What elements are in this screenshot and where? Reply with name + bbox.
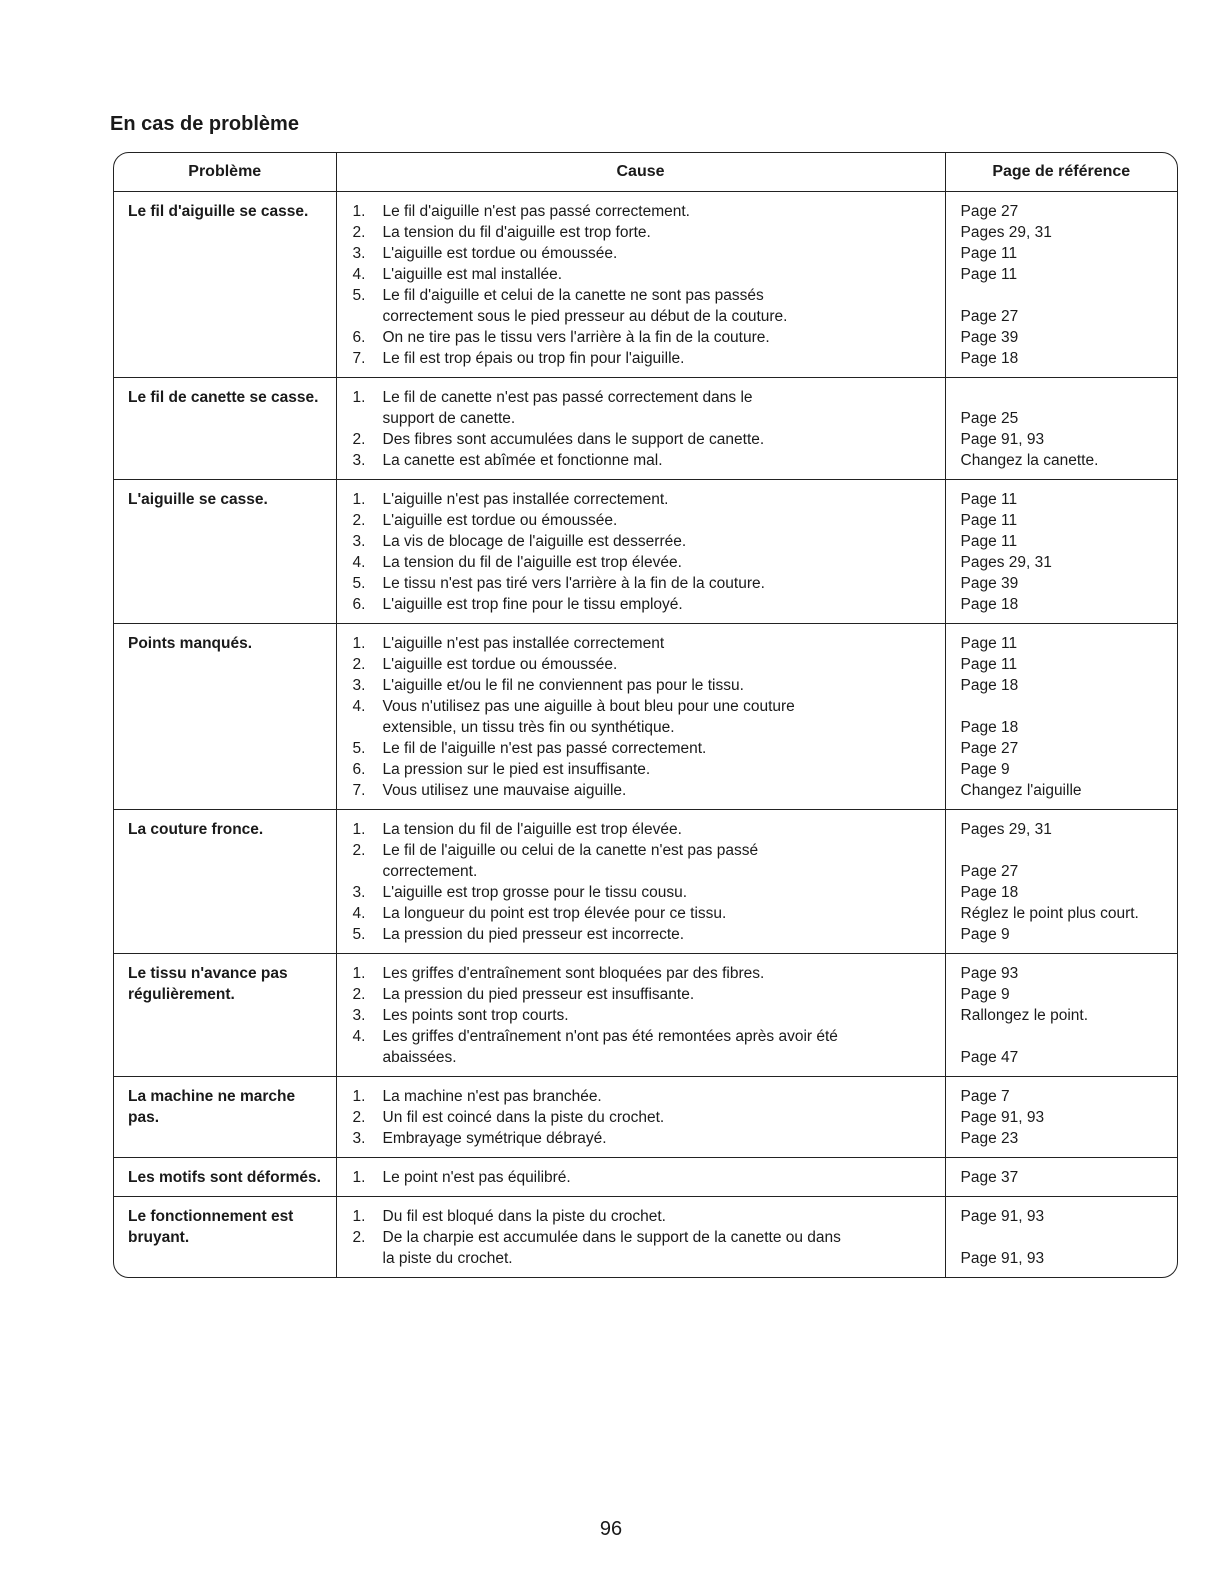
- cause-text: Le fil de l'aiguille ou celui de la canette n'est pas passé: [382, 842, 759, 859]
- cause-number: 1.: [352, 389, 366, 406]
- reference-item: Page 18: [960, 350, 1019, 367]
- header-cause: Cause: [336, 153, 945, 192]
- cause-item: [353, 573, 937, 594]
- reference-item: [961, 840, 1170, 861]
- cause-number: 2.: [352, 842, 366, 859]
- cause-cell: [336, 480, 945, 624]
- cause-item: [353, 1128, 937, 1149]
- cause-number: 5.: [352, 575, 366, 592]
- reference-cell: [945, 192, 1177, 378]
- cause-number: 2.: [352, 224, 366, 241]
- cause-number: [353, 1047, 383, 1068]
- cause-number: 2.: [352, 1109, 366, 1126]
- problem-cell: Points manqués.: [114, 624, 336, 810]
- cause-item: [353, 531, 937, 552]
- cause-text: Un fil est coincé dans la piste du crochet.: [382, 1109, 665, 1126]
- cause-item: [353, 633, 937, 654]
- cause-text: La pression du pied presseur est incorrecte.: [382, 926, 685, 943]
- cause-text: Les griffes d'entraînement sont bloquées par des fibres.: [382, 965, 765, 982]
- cause-text: correctement.: [382, 863, 478, 880]
- table-row: [114, 480, 1177, 624]
- cause-number: 1.: [352, 1169, 366, 1186]
- cause-number: 4.: [352, 905, 366, 922]
- cause-item: [353, 759, 937, 780]
- cause-text: La machine n'est pas branchée.: [382, 1088, 602, 1105]
- cause-item: [353, 306, 937, 327]
- cause-text: Des fibres sont accumulées dans le support de canette.: [382, 431, 765, 448]
- cause-text: Vous n'utilisez pas une aiguille à bout bleu pour une couture: [382, 698, 795, 715]
- reference-item: Page 18: [960, 596, 1019, 613]
- reference-item: Rallongez le point.: [960, 1007, 1089, 1024]
- table-row: [114, 1158, 1177, 1197]
- reference-cell: [945, 1197, 1177, 1278]
- cause-text: L'aiguille est tordue ou émoussée.: [382, 512, 618, 529]
- reference-item: Page 18: [960, 719, 1019, 736]
- cause-item: [353, 510, 937, 531]
- cause-number: 6.: [352, 596, 366, 613]
- cause-text: L'aiguille est trop grosse pour le tissu cousu.: [382, 884, 688, 901]
- cause-item: [353, 327, 937, 348]
- reference-item: Page 91, 93: [960, 431, 1045, 448]
- cause-text: Le tissu n'est pas tiré vers l'arrière à la fin de la couture.: [382, 575, 765, 592]
- reference-cell: [945, 1158, 1177, 1197]
- cause-text: Embrayage symétrique débrayé.: [382, 1130, 607, 1147]
- cause-item: [353, 963, 937, 984]
- cause-number: 1.: [352, 1208, 366, 1225]
- cause-number: 2.: [352, 986, 366, 1003]
- table-row: [114, 1077, 1177, 1158]
- cause-item: [353, 594, 937, 615]
- cause-text: Vous utilisez une mauvaise aiguille.: [382, 782, 627, 799]
- cause-item: [353, 1248, 937, 1269]
- reference-item: Page 27: [960, 203, 1019, 220]
- problem-cell: La machine ne marche pas.: [114, 1077, 336, 1158]
- reference-item: Page 27: [960, 863, 1019, 880]
- page-title: En cas de problème: [110, 113, 299, 135]
- table-row: [114, 810, 1177, 954]
- reference-item: Page 7: [960, 1088, 1010, 1105]
- cause-item: [353, 1005, 937, 1026]
- cause-text: Le fil d'aiguille n'est pas passé correctement.: [382, 203, 690, 220]
- reference-item: [961, 696, 1170, 717]
- cause-item: [353, 489, 937, 510]
- cause-text: L'aiguille et/ou le fil ne conviennent pas pour le tissu.: [382, 677, 744, 694]
- cause-cell: [336, 1197, 945, 1278]
- cause-text: Le fil de l'aiguille n'est pas passé correctement.: [382, 740, 707, 757]
- cause-number: 7.: [352, 782, 366, 799]
- reference-item: Page 37: [960, 1169, 1019, 1186]
- cause-item: [353, 222, 937, 243]
- cause-item: [353, 819, 937, 840]
- cause-item: [353, 1047, 937, 1068]
- reference-item: Réglez le point plus court.: [960, 905, 1139, 922]
- cause-number: 1.: [352, 821, 366, 838]
- cause-number: 1.: [352, 965, 366, 982]
- problem-cell: Le fil de canette se casse.: [114, 378, 336, 480]
- cause-cell: [336, 624, 945, 810]
- cause-cell: [336, 1077, 945, 1158]
- reference-item: Page 27: [960, 740, 1019, 757]
- cause-number: 4.: [352, 266, 366, 283]
- reference-item: [961, 285, 1170, 306]
- cause-text: extensible, un tissu très fin ou synthétique.: [382, 719, 675, 736]
- reference-item: Pages 29, 31: [960, 554, 1052, 571]
- cause-number: 3.: [352, 1130, 366, 1147]
- cause-text: Du fil est bloqué dans la piste du crochet.: [382, 1208, 666, 1225]
- cause-text: L'aiguille est trop fine pour le tissu employé.: [382, 596, 683, 613]
- reference-item: Page 11: [960, 491, 1018, 508]
- cause-item: [353, 348, 937, 369]
- table-row: [114, 954, 1177, 1077]
- problem-cell: Le tissu n'avance pas régulièrement.: [114, 954, 336, 1077]
- troubleshooting-table: [113, 152, 1178, 1278]
- table-row: [114, 1197, 1177, 1278]
- cause-text: Le fil de canette n'est pas passé correctement dans le: [382, 389, 753, 406]
- cause-item: [353, 840, 937, 861]
- cause-number: 5.: [352, 926, 366, 943]
- cause-number: 2.: [352, 431, 366, 448]
- cause-number: 2.: [352, 512, 366, 529]
- reference-item: Page 11: [960, 656, 1018, 673]
- cause-text: L'aiguille est mal installée.: [382, 266, 563, 283]
- cause-text: La pression sur le pied est insuffisante.: [382, 761, 651, 778]
- cause-number: 5.: [352, 287, 366, 304]
- problem-cell: La couture fronce.: [114, 810, 336, 954]
- cause-number: 5.: [352, 740, 366, 757]
- problem-cell: L'aiguille se casse.: [114, 480, 336, 624]
- cause-item: [353, 1167, 937, 1188]
- page-number: 96: [599, 1518, 623, 1540]
- cause-cell: [336, 1158, 945, 1197]
- reference-item: Page 18: [960, 677, 1019, 694]
- reference-item: Changez l'aiguille: [960, 782, 1082, 799]
- cause-item: [353, 1227, 937, 1248]
- cause-number: 6.: [352, 761, 366, 778]
- cause-item: [353, 450, 937, 471]
- cause-text: L'aiguille n'est pas installée correctement.: [382, 491, 669, 508]
- cause-cell: [336, 378, 945, 480]
- cause-number: 3.: [352, 245, 366, 262]
- cause-item: [353, 984, 937, 1005]
- reference-item: [961, 1227, 1170, 1248]
- cause-cell: [336, 954, 945, 1077]
- cause-number: 3.: [352, 1007, 366, 1024]
- cause-item: [353, 408, 937, 429]
- cause-item: [353, 1206, 937, 1227]
- reference-item: Page 9: [960, 926, 1010, 943]
- cause-item: [353, 264, 937, 285]
- table-row: [114, 624, 1177, 810]
- cause-cell: [336, 810, 945, 954]
- cause-text: La canette est abîmée et fonctionne mal.: [382, 452, 663, 469]
- cause-number: 4.: [352, 554, 366, 571]
- cause-text: Le fil est trop épais ou trop fin pour l'aiguille.: [382, 350, 685, 367]
- table-header-row: [114, 153, 1177, 192]
- cause-text: La tension du fil d'aiguille est trop forte.: [382, 224, 651, 241]
- reference-cell: [945, 378, 1177, 480]
- table-row: [114, 378, 1177, 480]
- cause-item: [353, 1086, 937, 1107]
- cause-number: 7.: [352, 350, 366, 367]
- cause-item: [353, 924, 937, 945]
- reference-item: Page 27: [960, 308, 1019, 325]
- cause-number: [353, 306, 383, 327]
- cause-text: La tension du fil de l'aiguille est trop élevée.: [382, 554, 682, 571]
- reference-cell: [945, 810, 1177, 954]
- cause-text: Le point n'est pas équilibré.: [382, 1169, 571, 1186]
- cause-number: 1.: [352, 203, 366, 220]
- reference-item: Page 23: [960, 1130, 1019, 1147]
- cause-item: [353, 882, 937, 903]
- reference-item: Page 18: [960, 884, 1019, 901]
- problem-cell: Le fonctionnement est bruyant.: [114, 1197, 336, 1278]
- reference-cell: [945, 1077, 1177, 1158]
- header-problem: Problème: [114, 153, 336, 192]
- cause-text: La pression du pied presseur est insuffisante.: [382, 986, 695, 1003]
- reference-item: Page 39: [960, 575, 1019, 592]
- cause-number: [353, 861, 383, 882]
- cause-item: [353, 201, 937, 222]
- cause-number: [353, 717, 383, 738]
- cause-item: [353, 1107, 937, 1128]
- cause-item: [353, 903, 937, 924]
- reference-item: Page 47: [960, 1049, 1019, 1066]
- reference-item: Page 39: [960, 329, 1019, 346]
- cause-number: 2.: [352, 1229, 366, 1246]
- cause-number: 4.: [352, 1028, 366, 1045]
- cause-number: 6.: [352, 329, 366, 346]
- cause-text: abaissées.: [382, 1049, 457, 1066]
- reference-item: Page 9: [960, 761, 1010, 778]
- cause-item: [353, 243, 937, 264]
- reference-cell: [945, 480, 1177, 624]
- cause-text: Les points sont trop courts.: [382, 1007, 569, 1024]
- cause-number: 1.: [352, 491, 366, 508]
- cause-text: De la charpie est accumulée dans le support de la canette ou dans: [382, 1229, 841, 1246]
- reference-item: Page 11: [960, 635, 1018, 652]
- cause-number: 1.: [352, 1088, 366, 1105]
- reference-item: Page 93: [960, 965, 1019, 982]
- reference-item: Page 91, 93: [960, 1109, 1045, 1126]
- cause-item: [353, 738, 937, 759]
- reference-item: Page 11: [960, 512, 1018, 529]
- cause-item: [353, 717, 937, 738]
- reference-item: Pages 29, 31: [960, 224, 1052, 241]
- header-reference: Page de référence: [945, 153, 1177, 192]
- cause-item: [353, 285, 937, 306]
- cause-number: 4.: [352, 698, 366, 715]
- reference-item: Page 11: [960, 266, 1018, 283]
- cause-item: [353, 780, 937, 801]
- reference-item: Page 25: [960, 410, 1019, 427]
- problem-cell: Les motifs sont déformés.: [114, 1158, 336, 1197]
- cause-text: Les griffes d'entraînement n'ont pas été remontées après avoir été: [382, 1028, 838, 1045]
- cause-number: 3.: [352, 884, 366, 901]
- reference-item: Changez la canette.: [960, 452, 1099, 469]
- reference-cell: [945, 954, 1177, 1077]
- cause-cell: [336, 192, 945, 378]
- cause-number: 2.: [352, 656, 366, 673]
- cause-text: Le fil d'aiguille et celui de la canette ne sont pas passés: [382, 287, 764, 304]
- cause-text: La longueur du point est trop élevée pour ce tissu.: [382, 905, 727, 922]
- reference-item: Page 91, 93: [960, 1208, 1045, 1225]
- cause-text: la piste du crochet.: [382, 1250, 513, 1267]
- problem-cell: Le fil d'aiguille se casse.: [128, 203, 309, 220]
- reference-cell: [945, 624, 1177, 810]
- cause-number: 3.: [352, 677, 366, 694]
- cause-number: 3.: [352, 452, 366, 469]
- cause-text: L'aiguille n'est pas installée correctement: [382, 635, 665, 652]
- cause-text: La vis de blocage de l'aiguille est desserrée.: [382, 533, 687, 550]
- reference-item: Page 11: [960, 533, 1018, 550]
- cause-number: [353, 408, 383, 429]
- cause-item: [353, 861, 937, 882]
- reference-item: Page 11: [960, 245, 1018, 262]
- cause-number: 3.: [352, 533, 366, 550]
- cause-item: [353, 696, 937, 717]
- cause-text: correctement sous le pied presseur au début de la couture.: [382, 308, 788, 325]
- cause-text: L'aiguille est tordue ou émoussée.: [382, 656, 618, 673]
- table-row: [114, 192, 1177, 378]
- reference-item: Page 91, 93: [960, 1250, 1045, 1267]
- cause-item: [353, 429, 937, 450]
- cause-number: [353, 1248, 383, 1269]
- cause-text: L'aiguille est tordue ou émoussée.: [382, 245, 618, 262]
- cause-item: [353, 387, 937, 408]
- reference-item: [961, 1026, 1170, 1047]
- cause-item: [353, 552, 937, 573]
- cause-item: [353, 654, 937, 675]
- reference-item: [961, 387, 1170, 408]
- reference-item: Page 9: [960, 986, 1010, 1003]
- cause-item: [353, 675, 937, 696]
- cause-number: 1.: [352, 635, 366, 652]
- cause-item: [353, 1026, 937, 1047]
- reference-item: Pages 29, 31: [960, 821, 1052, 838]
- cause-text: On ne tire pas le tissu vers l'arrière à la fin de la couture.: [382, 329, 770, 346]
- cause-text: support de canette.: [382, 410, 516, 427]
- cause-text: La tension du fil de l'aiguille est trop élevée.: [382, 821, 682, 838]
